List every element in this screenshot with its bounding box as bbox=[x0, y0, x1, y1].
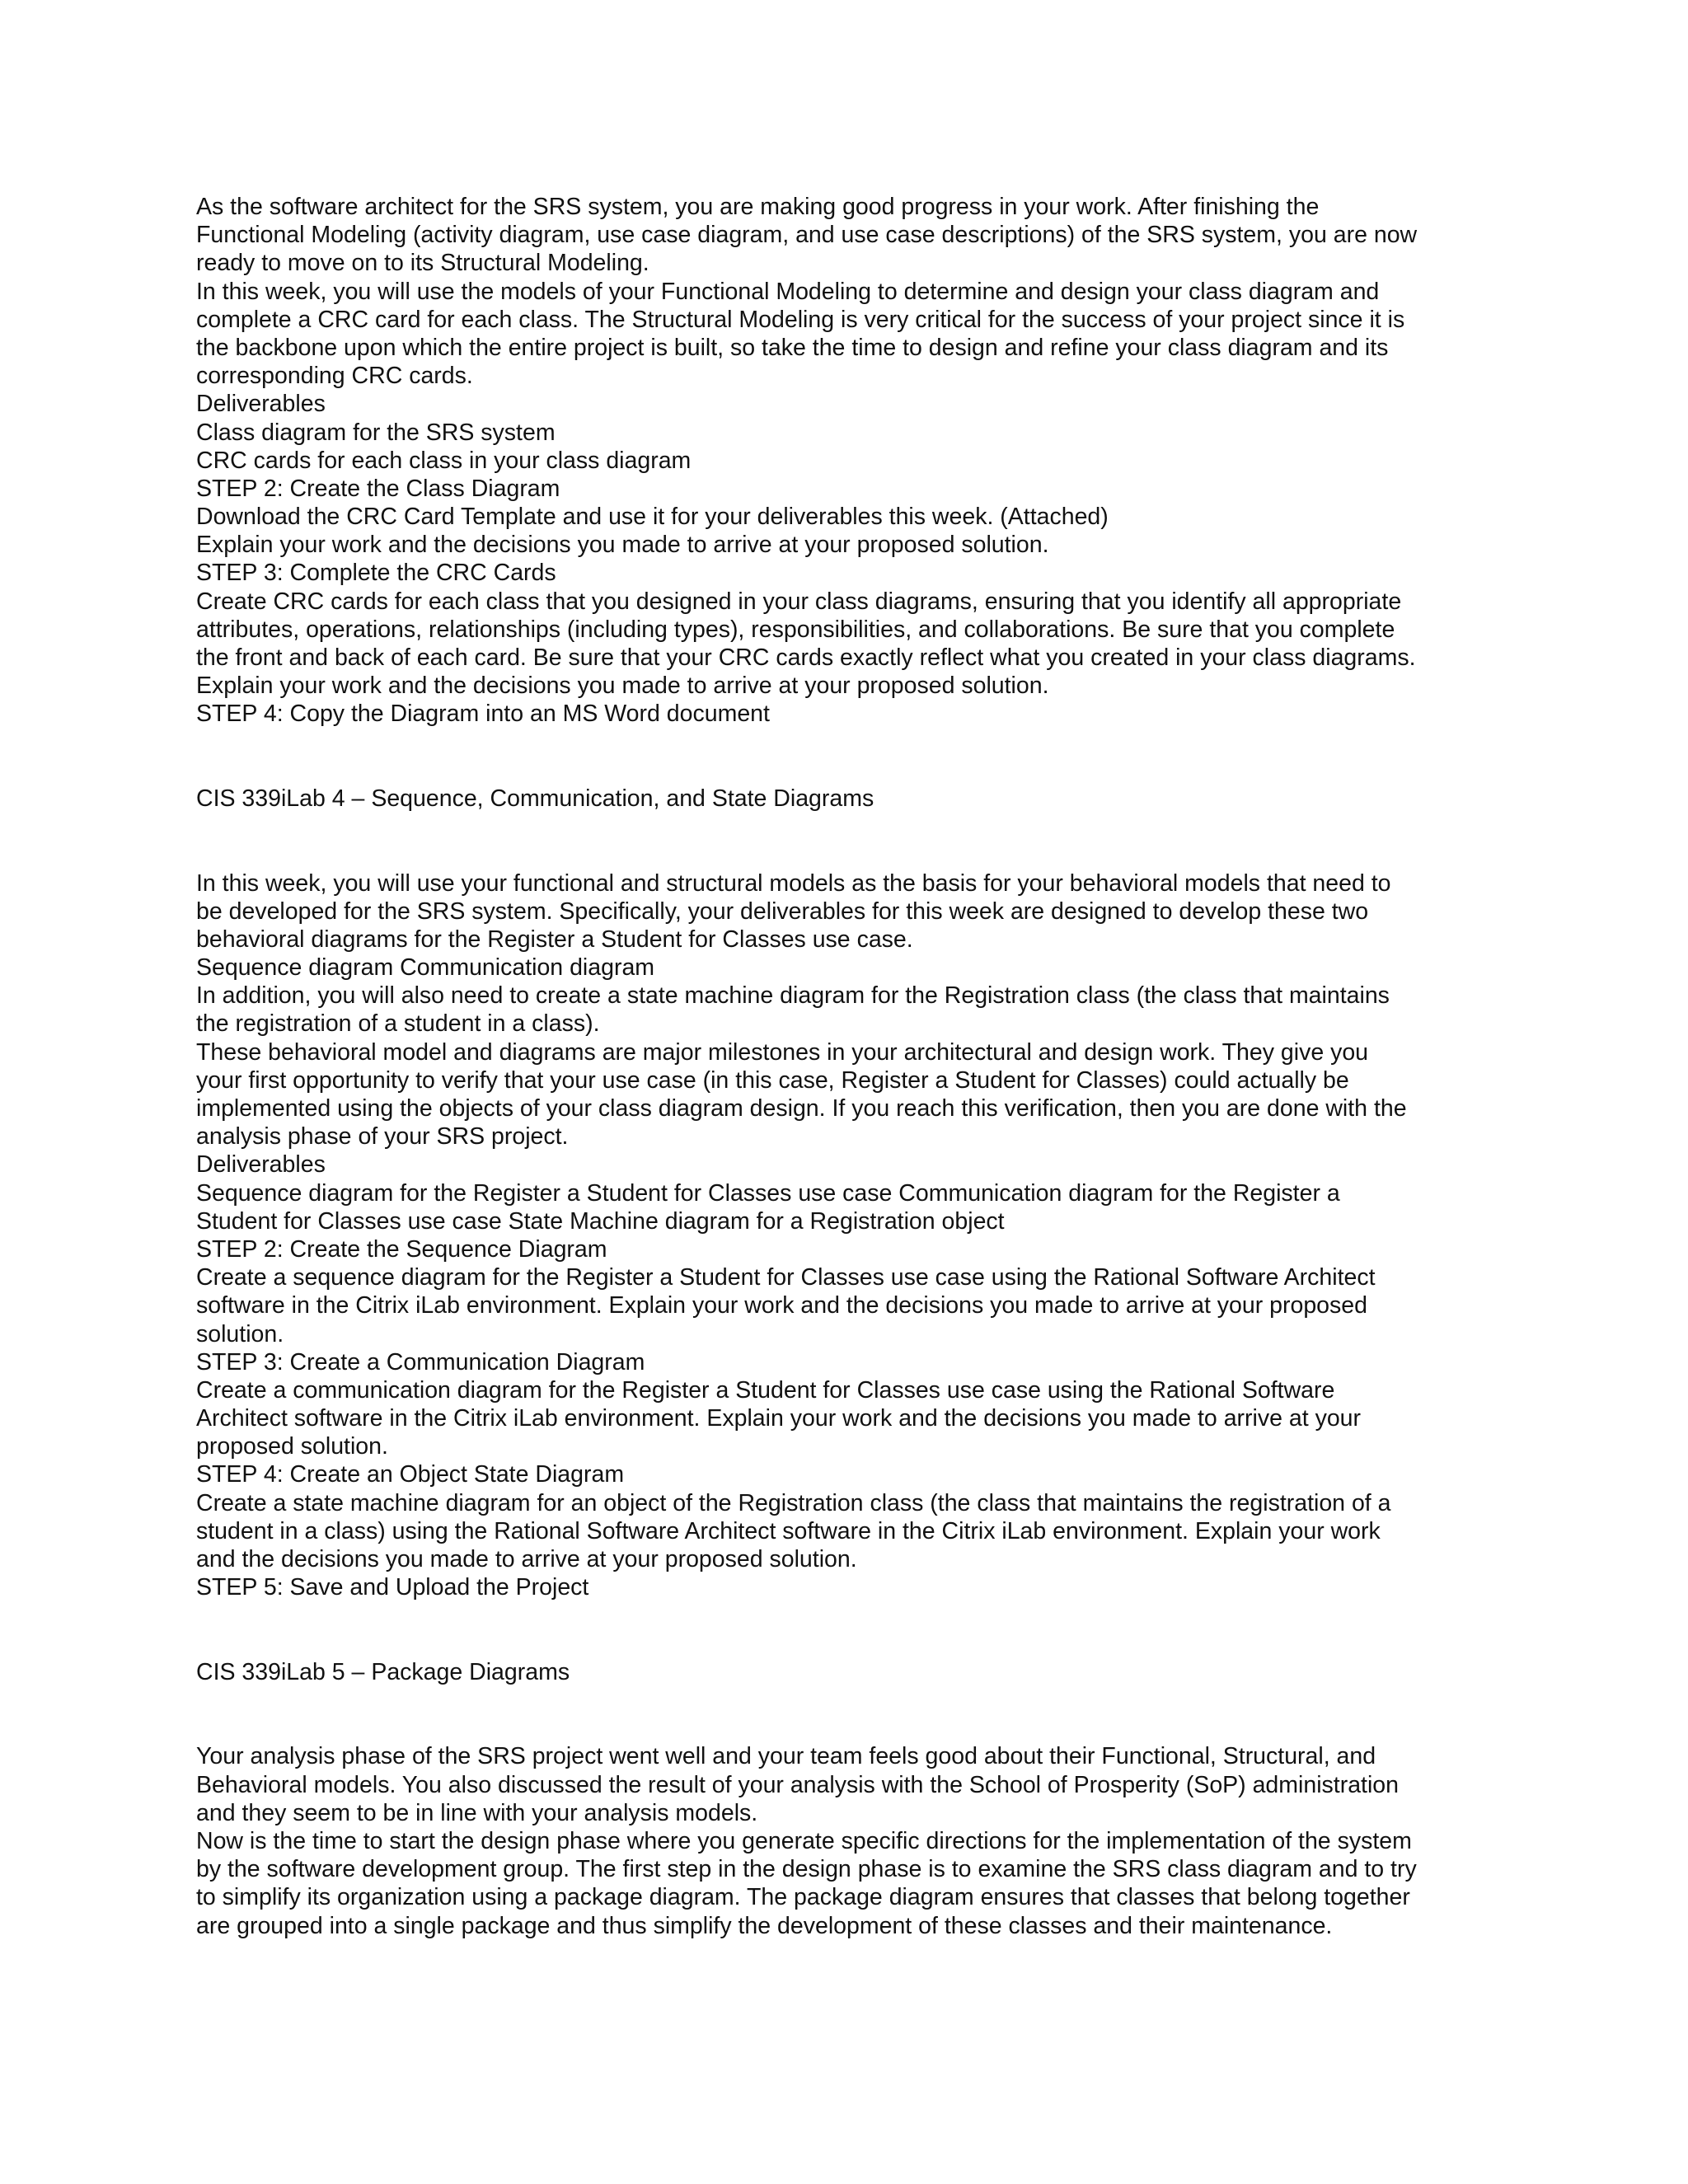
text-line: student in a class) using the Rational Software Architect software in the Citrix iLab environment. Explain your work bbox=[196, 1517, 1381, 1544]
text-line: Explain your work and the decisions you made to arrive at your proposed solution. bbox=[196, 532, 1049, 559]
text-line: are grouped into a single package and thus simplify the development of these classes and their maintenance. bbox=[196, 1912, 1333, 1939]
text-line: complete a CRC card for each class. The Structural Modeling is very critical for the success of your project since it is bbox=[196, 306, 1405, 333]
text-line: In addition, you will also need to create a state machine diagram for the Registration class (the class that maintains bbox=[196, 982, 1390, 1010]
lab4-section bbox=[196, 869, 1515, 1602]
lab5-section bbox=[196, 1742, 1515, 1939]
lab5-heading: CIS 339iLab 5 – Package Diagrams bbox=[196, 1658, 570, 1685]
text-line: by the software development group. The first step in the design phase is to examine the SRS class diagram and to try bbox=[196, 1856, 1417, 1883]
step-heading: STEP 3: Complete the CRC Cards bbox=[196, 560, 556, 587]
text-line: ready to move on to its Structural Modeling. bbox=[196, 250, 649, 277]
step-heading: STEP 4: Copy the Diagram into an MS Word document bbox=[196, 701, 770, 728]
deliverable-item: Sequence diagram for the Register a Student for Classes use case Communication diagram for the Register a bbox=[196, 1179, 1340, 1207]
step-heading: STEP 3: Create a Communication Diagram bbox=[196, 1348, 645, 1376]
document-body bbox=[196, 193, 1515, 1940]
text-line: your first opportunity to verify that your use case (in this case, Register a Student for Classes) could actually be bbox=[196, 1066, 1349, 1094]
text-line: As the software architect for the SRS system, you are making good progress in your work. After finishing the bbox=[196, 194, 1320, 220]
step-heading: STEP 4: Create an Object State Diagram bbox=[196, 1461, 625, 1488]
text-line: Create a sequence diagram for the Register a Student for Classes use case using the Rational Software Architect bbox=[196, 1264, 1376, 1291]
text-line: Your analysis phase of the SRS project went well and your team feels good about their Functional, Structural, and bbox=[196, 1743, 1376, 1770]
deliverables-heading: Deliverables bbox=[196, 1151, 326, 1179]
text-line: be developed for the SRS system. Specifically, your deliverables for this week are designed to develop these two bbox=[196, 898, 1369, 925]
deliverable-item: Class diagram for the SRS system bbox=[196, 419, 556, 446]
text-line: Architect software in the Citrix iLab environment. Explain your work and the decisions you made to arrive at your bbox=[196, 1405, 1362, 1432]
text-line: the front and back of each card. Be sure that your CRC cards exactly reflect what you created in your class diagrams. bbox=[196, 644, 1416, 671]
spacer bbox=[196, 729, 1515, 785]
text-line: In this week, you will use the models of your Functional Modeling to determine and design your class diagram and bbox=[196, 278, 1380, 305]
text-line: the backbone upon which the entire project is built, so take the time to design and refine your class diagram and its bbox=[196, 334, 1389, 361]
deliverable-item: Student for Classes use case State Machine diagram for a Registration object bbox=[196, 1207, 1005, 1235]
text-line: to simplify its organization using a package diagram. The package diagram ensures that classes that belong together bbox=[196, 1884, 1410, 1911]
text-line: These behavioral model and diagrams are major milestones in your architectural and design work. They give you bbox=[196, 1038, 1369, 1066]
text-line: the registration of a student in a class). bbox=[196, 1010, 600, 1038]
step-heading: STEP 2: Create the Class Diagram bbox=[196, 475, 560, 502]
spacer bbox=[196, 1601, 1515, 1657]
text-line: Create CRC cards for each class that you designed in your class diagrams, ensuring that you identify all appropriate bbox=[196, 588, 1402, 615]
text-line: software in the Citrix iLab environment. Explain your work and the decisions you made to arrive at your proposed bbox=[196, 1292, 1367, 1319]
spacer bbox=[196, 1686, 1515, 1742]
lab3-section bbox=[196, 193, 1515, 729]
step-heading: STEP 2: Create the Sequence Diagram bbox=[196, 1235, 607, 1263]
text-line: Now is the time to start the design phase where you generate specific directions for the implementation of the system bbox=[196, 1827, 1412, 1854]
text-line: Create a communication diagram for the Register a Student for Classes use case using the Rational Software bbox=[196, 1376, 1335, 1404]
step-heading: STEP 5: Save and Upload the Project bbox=[196, 1574, 589, 1601]
deliverables-heading: Deliverables bbox=[196, 391, 326, 418]
text-line: Sequence diagram Communication diagram bbox=[196, 954, 655, 982]
spacer bbox=[196, 813, 1515, 869]
text-line: corresponding CRC cards. bbox=[196, 363, 473, 390]
text-line: Explain your work and the decisions you made to arrive at your proposed solution. bbox=[196, 673, 1049, 700]
text-line: behavioral diagrams for the Register a Student for Classes use case. bbox=[196, 926, 913, 953]
text-line: In this week, you will use your functional and structural models as the basis for your behavioral models that need to bbox=[196, 869, 1391, 897]
text-line: proposed solution. bbox=[196, 1433, 388, 1460]
text-line: Functional Modeling (activity diagram, use case diagram, and use case descriptions) of the SRS system, you are now bbox=[196, 222, 1418, 249]
text-line: Behavioral models. You also discussed the result of your analysis with the School of Prosperity (SoP) administration bbox=[196, 1771, 1399, 1798]
text-line: analysis phase of your SRS project. bbox=[196, 1123, 569, 1151]
text-line: Download the CRC Card Template and use it for your deliverables this week. (Attached) bbox=[196, 504, 1109, 531]
text-line: solution. bbox=[196, 1320, 284, 1347]
text-line: attributes, operations, relationships (including types), responsibilities, and collaborations. Be sure that you complete bbox=[196, 616, 1395, 643]
text-line: implemented using the objects of your class diagram design. If you reach this verification, then you are done with the bbox=[196, 1095, 1407, 1122]
text-line: and they seem to be in line with your analysis models. bbox=[196, 1799, 758, 1826]
deliverable-item: CRC cards for each class in your class diagram bbox=[196, 447, 692, 474]
lab4-heading: CIS 339iLab 4 – Sequence, Communication, and State Diagrams bbox=[196, 785, 874, 812]
text-line: Create a state machine diagram for an object of the Registration class (the class that maintains the registration of a bbox=[196, 1489, 1391, 1516]
text-line: and the decisions you made to arrive at your proposed solution. bbox=[196, 1546, 857, 1573]
